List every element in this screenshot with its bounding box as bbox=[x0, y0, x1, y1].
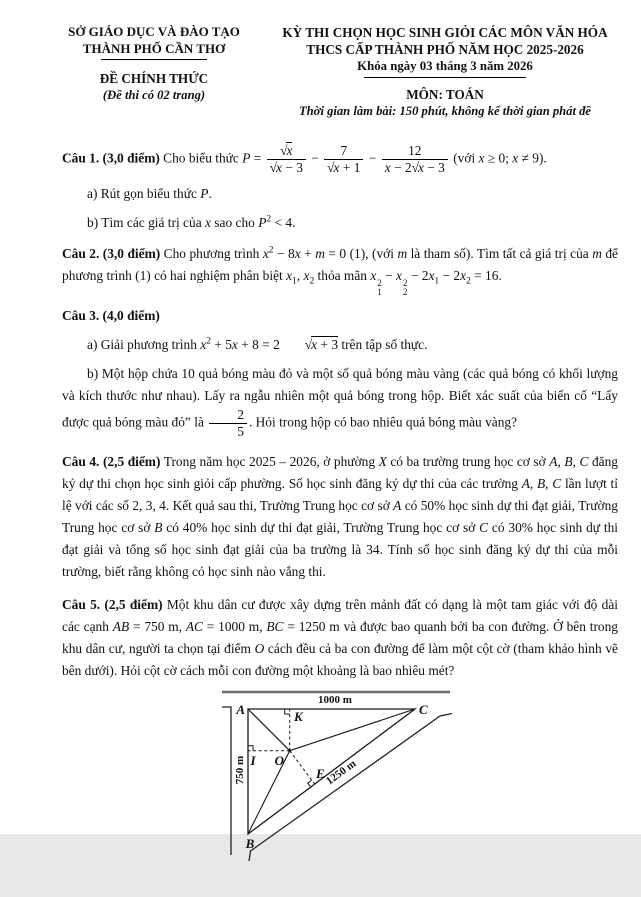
exam-header bbox=[36, 24, 618, 119]
point-label-e: E bbox=[316, 766, 325, 782]
question-1-statement: Câu 1. (3,0 điểm) Cho biểu thức P = $\frac{√x}{√x - 3}$ − $\frac{7}{√x + 1}$ − $\frac{12}{x - 2√x - 3}$ (với x ≥ 0; x ≠ 9). bbox=[62, 143, 547, 176]
measure-ac: 1000 m bbox=[318, 694, 352, 707]
subject-line: MÔN: TOÁN bbox=[406, 87, 484, 102]
point-label-i: I bbox=[250, 753, 256, 769]
exam-date-line: Khóa ngày 03 tháng 3 năm 2026 bbox=[357, 59, 533, 73]
segment-c-o bbox=[290, 709, 415, 751]
department-line2: THÀNH PHỐ CẦN THƠ bbox=[82, 40, 226, 56]
triangle-figure bbox=[195, 685, 515, 897]
header-left-block bbox=[36, 24, 272, 119]
point-label-o: O bbox=[274, 753, 284, 769]
point-label-b: B bbox=[245, 836, 255, 852]
page-count-note: (Đề thi có 02 trang) bbox=[102, 88, 206, 102]
road-bottom bbox=[249, 714, 452, 862]
question-3-part-b: b) Một hộp chứa 10 quả bóng màu đỏ và một số quả bóng màu vàng (các quả bóng có khối lượng và kích thước như nhau). Lấy ra ngẫu nhiên một quả bóng trong hộp. Biết xác suất của biến cố “Lấy được quả bóng màu đỏ” là $\frac{2}{5}$ . Hỏi trong hộp có bao nhiêu quả bóng màu vàng? bbox=[62, 366, 618, 440]
point-label-c: C bbox=[419, 702, 428, 718]
right-angle-mark-k bbox=[285, 709, 290, 714]
point-label-k: K bbox=[294, 709, 303, 725]
official-exam-label: ĐỀ CHÍNH THỨC bbox=[99, 71, 209, 86]
spacer bbox=[272, 78, 618, 86]
dashed-o-e bbox=[290, 751, 315, 784]
question-3-heading: Câu 3. (4,0 điểm) bbox=[62, 308, 160, 324]
measure-bc: 1250 m bbox=[323, 758, 359, 788]
header-right-block bbox=[272, 24, 618, 119]
road-left bbox=[222, 707, 231, 855]
question-4-statement: Câu 4. (2,5 điểm) Trong năm học 2025 – 2026, ở phường X có ba trường trung học cơ sở A, B, C đăng ký dự thi chọn học sinh giỏi cấp phường. Số học sinh đăng ký dự thi của các trường A, B, C lần lượt tỉ lệ với các số 2, 3, 4. Kết quả sau thi, Trường Trung học cơ sở A có 50% học sinh dự thi đạt giải, Trường Trung học cơ sở B có 40% học sinh dự thi đạt giải, Trường Trung học cơ sở C có 30% học sinh dự thi đạt giải và tổng số học sinh đạt giải của ba trường là 34. Tính số học sinh đăng ký dự thi của mỗi trường, biết rằng không có học sinh nào vắng thi. bbox=[62, 454, 619, 580]
point-o-dot bbox=[288, 749, 291, 752]
question-5-statement: Câu 5. (2,5 điểm) Một khu dân cư được xây dựng trên mảnh đất có dạng là một tam giác với độ dài các cạnh AB = 750 m, AC = 1000 m, BC = 1250 m và được bao quanh bởi ba con đường. Ở bên trong khu dân cư, người ta chọn tại điểm O cách đều cả ba con đường để làm một cột cờ (tham khảo hình vẽ bên dưới). Hỏi cột cờ cách mỗi con đường một khoảng là bao nhiêu mét? bbox=[62, 597, 619, 679]
exam-title-line1: KỲ THI CHỌN HỌC SINH GIỎI CÁC MÔN VĂN HÓA bbox=[282, 25, 608, 40]
measure-ab: 750 m bbox=[234, 756, 246, 785]
right-angle-mark-i bbox=[248, 746, 253, 751]
segment-a-o bbox=[248, 709, 290, 751]
question-2-statement: Câu 2. (3,0 điểm) Cho phương trình $x^2 - 8x + m = 0$ (1), (với m là tham số). Tìm tất cả giá trị của m để phương trình (1) có hai nghiệm phân biệt $x_1$, $x_2$ thỏa mãn x 2 1 − x 2 2 − $2x_1 - 2x_2 = 16$. bbox=[62, 245, 618, 297]
question-1-part-a: a) Rút gọn biểu thức P. bbox=[87, 186, 212, 202]
spacer bbox=[36, 60, 272, 70]
question-1-part-b: b) Tìm các giá trị của x sao cho $P^2 < 4$. bbox=[87, 214, 296, 231]
question-3-part-a: a) Giải phương trình $x^2 + 5x + 8 = 2$ √x + 3 trên tập số thực. bbox=[87, 336, 428, 353]
point-label-a: A bbox=[236, 702, 245, 718]
exam-title-line2: THCS CẤP THÀNH PHỐ NĂM HỌC 2025-2026 bbox=[306, 42, 584, 57]
department-line1: SỞ GIÁO DỤC VÀ ĐÀO TẠO bbox=[68, 24, 240, 39]
time-limit-line: Thời gian làm bài: 150 phút, không kể thời gian phát đề bbox=[298, 104, 592, 118]
